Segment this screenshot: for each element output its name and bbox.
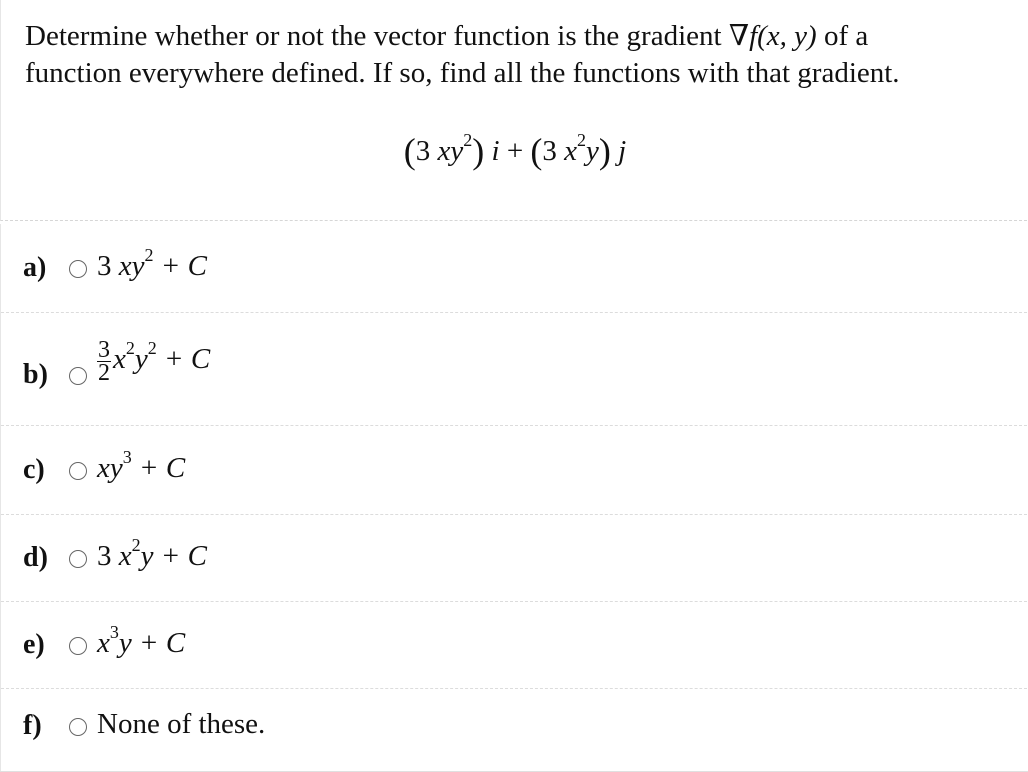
option-b-exp2: 2	[147, 338, 157, 359]
option-letter-e: e)	[23, 629, 45, 660]
option-letter-f: f)	[23, 710, 42, 741]
option-expression-c	[97, 447, 186, 485]
option-b-var2: y	[134, 343, 148, 376]
radio-button-b[interactable]	[69, 367, 87, 385]
option-c-tail: + C	[131, 452, 186, 484]
formula-unit-i: i	[491, 135, 500, 167]
option-b-frac-numerator: 3	[98, 337, 110, 363]
formula-coef2: 3	[542, 135, 557, 167]
option-expression-a	[97, 245, 207, 283]
option-letter-a: a)	[23, 252, 47, 283]
paren-open-1: (	[403, 131, 416, 171]
formula-plus: +	[506, 135, 524, 167]
option-b-fraction	[97, 339, 111, 384]
option-b[interactable]	[1, 313, 1027, 426]
option-c-exp: 3	[122, 447, 132, 467]
option-b-exp1: 2	[125, 338, 135, 359]
question-text	[25, 18, 1015, 92]
vector-function-formula	[1, 130, 1028, 172]
nabla-symbol: ∇	[728, 20, 750, 52]
option-a-tail: + C	[153, 250, 207, 282]
option-b-frac-denominator: 2	[98, 360, 110, 386]
option-e-exp: 3	[109, 622, 119, 642]
formula-var2b: y	[586, 135, 599, 167]
option-letter-c: c)	[23, 454, 45, 485]
option-d-coef: 3	[97, 540, 112, 572]
option-e-var2: y	[118, 627, 132, 659]
option-d[interactable]	[1, 515, 1027, 602]
option-text-f: None of these.	[97, 708, 266, 740]
option-letter-b: b)	[23, 359, 48, 390]
radio-button-d[interactable]	[69, 550, 87, 568]
question-line2: function everywhere defined. If so, find all the functions with that gradient.	[25, 57, 900, 89]
formula-coef1: 3	[415, 135, 431, 167]
option-letter-d: d)	[23, 542, 48, 573]
option-e[interactable]	[1, 602, 1027, 689]
question-line1-prefix: Determine whether or not the vector function is the gradient	[25, 20, 729, 52]
answer-options	[0, 224, 1027, 772]
option-c-var: xy	[97, 452, 123, 484]
option-d-var1: x	[118, 540, 132, 572]
formula-exp1: 2	[463, 130, 473, 150]
option-e-tail: + C	[131, 627, 186, 659]
option-expression-e	[97, 622, 186, 660]
option-a[interactable]	[1, 224, 1027, 313]
radio-button-e[interactable]	[69, 637, 87, 655]
option-expression-d	[97, 535, 207, 573]
radio-button-f[interactable]	[69, 718, 87, 736]
radio-button-c[interactable]	[69, 462, 87, 480]
formula-exp2: 2	[577, 130, 587, 150]
option-b-var1: x	[113, 343, 126, 376]
option-b-tail: + C	[156, 343, 211, 376]
question-panel	[0, 0, 1027, 221]
option-c[interactable]	[1, 426, 1027, 515]
option-d-exp: 2	[131, 535, 141, 555]
option-a-var: xy	[118, 250, 145, 282]
paren-close-1: )	[472, 131, 485, 171]
option-a-exp: 2	[144, 245, 154, 265]
option-d-tail: + C	[153, 540, 207, 572]
formula-var1: xy	[437, 135, 464, 167]
gradient-expression: f(x, y)	[749, 20, 817, 52]
paren-close-2: )	[598, 131, 611, 171]
radio-button-a[interactable]	[69, 260, 87, 278]
option-e-var1: x	[97, 627, 110, 659]
formula-var2a: x	[564, 135, 578, 167]
option-d-var2: y	[140, 540, 154, 572]
option-f[interactable]	[1, 689, 1027, 771]
formula-unit-j: j	[618, 135, 627, 167]
paren-open-2: (	[530, 131, 543, 171]
option-expression-b	[97, 339, 210, 384]
question-line1-suffix: of a	[816, 20, 869, 52]
option-a-coef: 3	[97, 250, 112, 282]
